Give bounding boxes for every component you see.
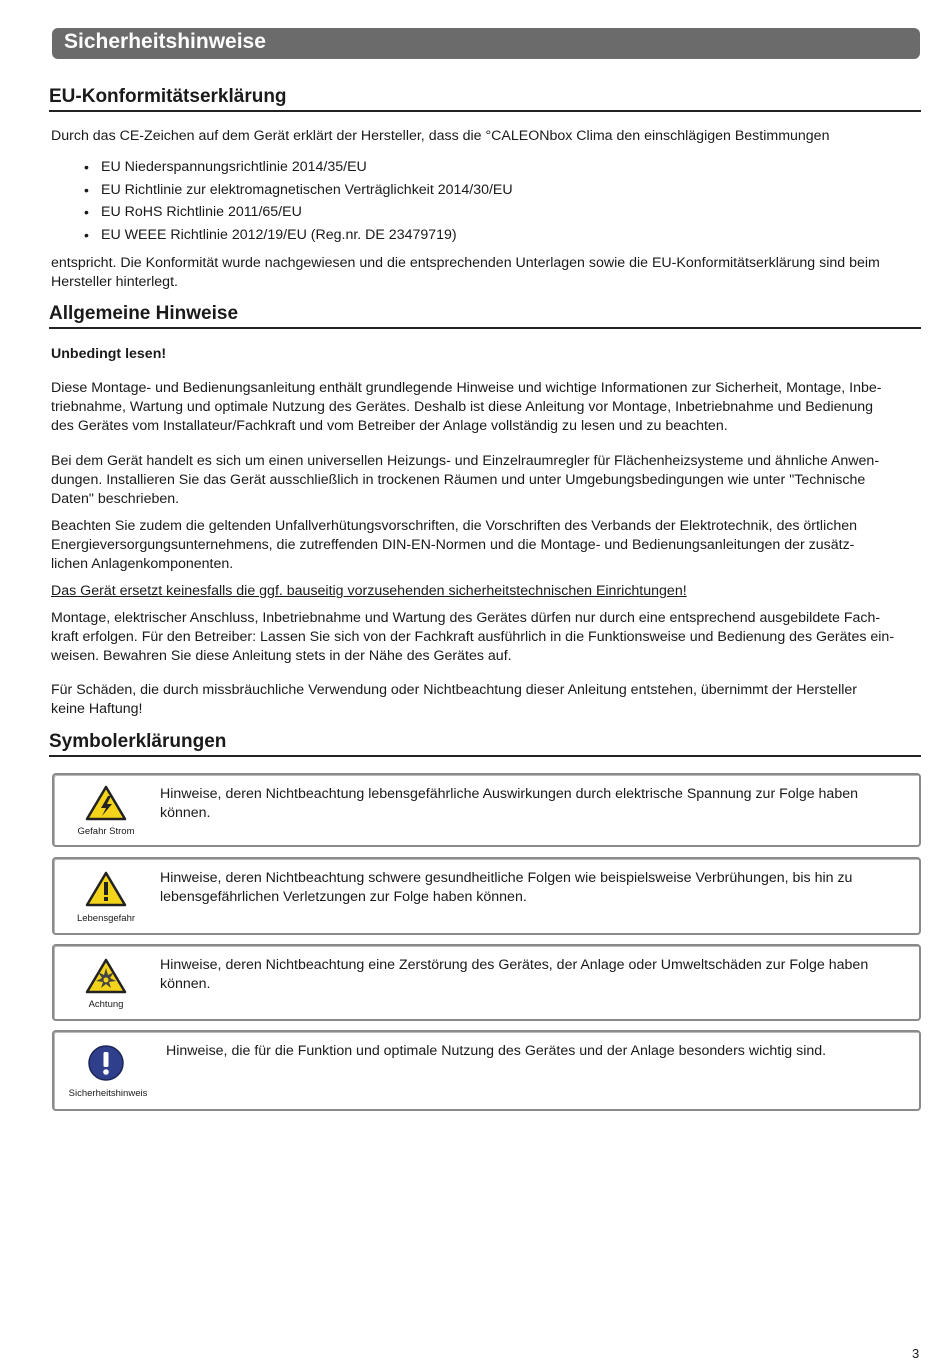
heading-general-notes: Allgemeine Hinweise xyxy=(49,303,921,329)
symbol-box-danger xyxy=(52,857,921,935)
general-paragraph-6: Für Schäden, die durch missbräuchliche Verwendung oder Nichtbeachtung dieser Anleitung entstehen, übernimmt der Hersteller keine Haftung! xyxy=(51,682,857,717)
bullet-icon: • xyxy=(84,159,89,175)
general-paragraph-3: Beachten Sie zudem die geltenden Unfallverhütungsvorschriften, die Vorschriften des Verbands der Elektrotechnik, des örtlichen Energieversorgungsunternehmens, die zutreffenden DIN-EN-Normen und die Montage- und Bedienungsanleitungen der zusätz- lichen Anlagenkomponenten. xyxy=(51,518,858,572)
bullet-icon: • xyxy=(84,226,89,243)
explosion-hazard-icon xyxy=(84,958,128,994)
page-title: Sicherheitshinweise xyxy=(64,30,266,53)
symbol-description: Hinweise, deren Nichtbeachtung lebensgefährliche Auswirkungen durch elektrische Spannung zur Folge haben können. xyxy=(160,786,858,821)
general-paragraph-5: Montage, elektrischer Anschluss, Inbetriebnahme und Wartung des Gerätes dürfen nur durch eine entsprechend ausgebildete Fach- kraft erfolgen. Für den Betreiber: Lassen Sie sich von der Fachkraft ausführlich in die Funktionsweise und Bedienung des Gerätes ein- weisen. Bewahren Sie diese Anleitung stets in der Nähe des Gerätes auf. xyxy=(51,610,895,664)
general-paragraph-4: Das Gerät ersetzt keinesfalls die ggf. bauseitig vorzusehenden sicherheitstechnischen Einrichtungen! xyxy=(51,583,687,599)
list-item: • EU Richtlinie zur elektromagnetischen Verträglichkeit 2014/30/EU xyxy=(84,179,513,202)
list-item: • EU WEEE Richtlinie 2012/19/EU (Reg.nr. DE 23479719) xyxy=(84,224,513,247)
symbol-description: Hinweise, deren Nichtbeachtung eine Zerstörung des Gerätes, der Anlage oder Umweltschäden zur Folge haben können. xyxy=(160,957,869,992)
symbol-caption: Lebensgefahr xyxy=(76,913,136,924)
symbol-caption: Sicherheitshinweis xyxy=(68,1088,148,1099)
must-read-label: Unbedingt lesen! xyxy=(51,346,167,362)
list-item: • EU RoHS Richtlinie 2011/65/EU xyxy=(84,201,513,224)
symbol-description: Hinweise, deren Nichtbeachtung schwere gesundheitliche Folgen wie beispielsweise Verbrühungen, bis hin zu lebensgefährlichen Verletzungen zur Folge haben können. xyxy=(160,870,853,905)
symbol-box-electric xyxy=(52,773,921,847)
electric-hazard-icon xyxy=(84,785,128,821)
symbol-caption: Gefahr Strom xyxy=(77,826,135,837)
section-title-bar xyxy=(52,28,920,59)
symbol-box-attention xyxy=(52,944,921,1021)
eu-outro-text: entspricht. Die Konformität wurde nachgewiesen und die entsprechenden Unterlagen sowie die EU-Konformitätserklärung sind beim Hersteller hinterlegt. xyxy=(51,255,880,290)
symbol-box-safety xyxy=(52,1030,921,1111)
heading-eu-conformity: EU-Konformitätserklärung xyxy=(49,86,921,112)
warning-triangle-icon xyxy=(84,871,128,907)
bullet-icon: • xyxy=(84,204,89,220)
eu-intro-text: Durch das CE-Zeichen auf dem Gerät erklärt der Hersteller, dass die °CALEONbox Clima den einschlägigen Bestimmungen xyxy=(51,128,830,144)
eu-directives-list xyxy=(84,156,513,246)
bullet-icon: • xyxy=(84,181,89,198)
heading-symbols: Symbolerklärungen xyxy=(49,731,921,757)
page-number: 3 xyxy=(912,1346,920,1361)
symbol-caption: Achtung xyxy=(88,999,124,1010)
general-paragraph-2: Bei dem Gerät handelt es sich um einen universellen Heizungs- und Einzelraumregler für Flächenheizsysteme und ähnliche Anwen- dungen. Installieren Sie das Gerät ausschließlich in trockenen Räumen und unter Umgebungsbedingungen wie unter "Technische Daten" beschrieben. xyxy=(51,453,880,507)
general-paragraph-1: Diese Montage- und Bedienungsanleitung enthält grundlegende Hinweise und wichtige Informationen zur Sicherheit, Montage, Inbe- triebnahme, Wartung und optimale Nutzung des Gerätes. Deshalb ist diese Anleitung vor Montage, Inbetriebnahme und Bedienung des Gerätes vom Installateur/Fachkraft und vom Betreiber der Anlage vollständig zu lesen und zu beachten. xyxy=(51,380,882,434)
list-item: • EU Niederspannungsrichtlinie 2014/35/EU xyxy=(84,156,513,179)
exclamation-circle-icon xyxy=(86,1044,130,1080)
symbol-description: Hinweise, die für die Funktion und optimale Nutzung des Gerätes und der Anlage besonders wichtig sind. xyxy=(166,1043,827,1059)
